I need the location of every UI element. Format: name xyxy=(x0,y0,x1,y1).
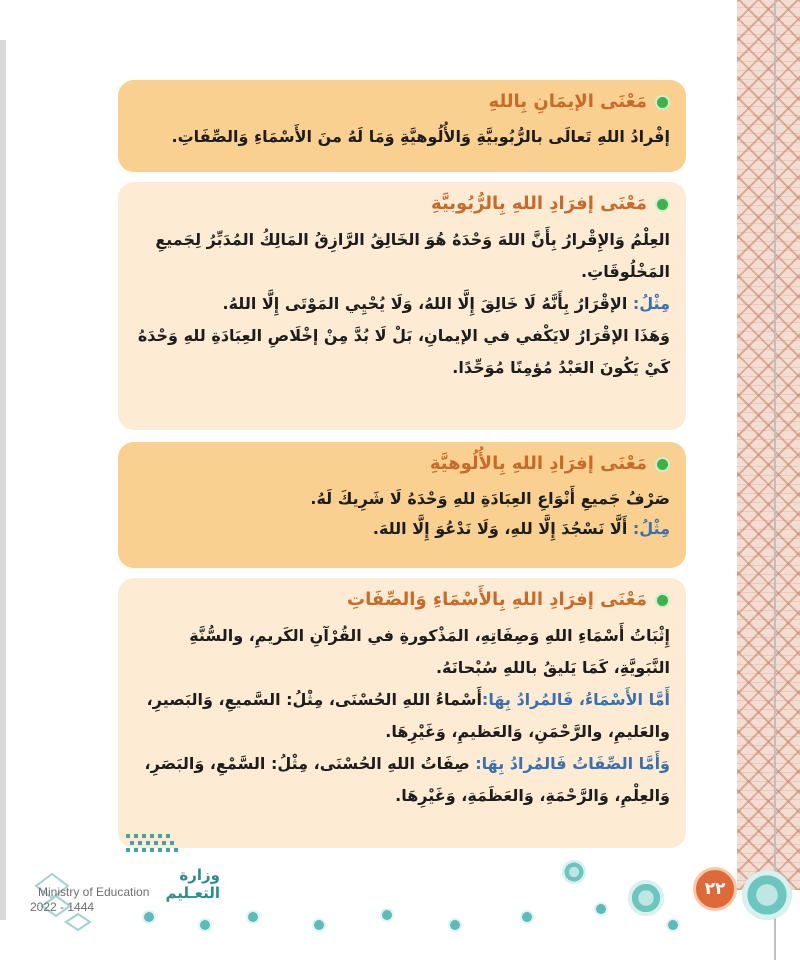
section-title: مَعْنَى إفرَادِ اللهِ بِالأُلُوهيَّةِ xyxy=(429,453,647,474)
section-text: العِلْمُ وَالإِقْرارُ بِأَنَّ اللهَ وَحْدَهُ هُوَ الخَالِقُ الرَّازِقُ المَالِكُ المُدَبِّرُ لِجَميعِ المَخْلُوقَاتِ. xyxy=(155,230,670,281)
page-left-edge xyxy=(0,40,6,920)
attributes-label: وَأَمَّا الصِّفَاتُ فَالمُرادُ بِهَا: xyxy=(475,754,670,773)
section-asma-sifat xyxy=(118,578,686,848)
attributes-text: صِفَاتُ اللهِ الحُسْنَى، مِثْلُ: السَّمْعِ، وَالبَصَرِ، وَالعِلْمِ، وَالرَّحْمَةِ، وَالعَظَمَةِ، وَغَيْرِهَا. xyxy=(144,754,670,805)
leaf-ornament-icon xyxy=(668,920,678,930)
section-heading xyxy=(134,90,670,114)
attributes-line xyxy=(134,748,670,812)
green-bullet-icon xyxy=(655,197,670,212)
section-text: إفْرادُ اللهِ تَعالَى بالرُّبُوبيَّةِ وَالأُلُوهيَّةِ وَمَا لَهُ منَ الأَسْمَاءِ وَالصِّفَاتِ. xyxy=(171,127,670,146)
section-iman xyxy=(118,80,686,172)
rosette-ornament-icon xyxy=(742,870,792,920)
green-bullet-icon xyxy=(655,593,670,608)
section-heading xyxy=(134,192,670,216)
leaf-ornament-icon xyxy=(450,920,460,930)
leaf-ornament-icon xyxy=(314,920,324,930)
section-title: مَعْنَى إفرَادِ اللهِ بِالرُّبُوبيَّةِ xyxy=(431,193,647,214)
names-label: أَمَّا الأَسْمَاءُ، فَالمُرادُ بِهَا: xyxy=(481,690,670,709)
section-heading xyxy=(134,452,670,476)
leaf-ornament-icon xyxy=(382,910,392,920)
ministry-name-arabic: وزارة التعـليم xyxy=(165,866,220,902)
ministry-logo xyxy=(26,826,220,936)
example-label: مِثْلُ: xyxy=(632,519,670,538)
decorative-border xyxy=(737,0,800,890)
example-text: أَلَّا نَسْجُدَ إِلَّا للهِ، وَلَا نَدْعُوَ إِلَّا اللهَ. xyxy=(372,519,633,538)
ministry-name-english: Ministry of Education xyxy=(38,885,150,899)
names-line xyxy=(134,684,670,748)
section-uluhiyya xyxy=(118,442,686,568)
example-text: الإقْرَارُ بِأَنَّهُ لَا خَالِقَ إِلَّا اللهُ، وَلَا يُحْيِي المَوْتَى إِلَّا اللهُ. xyxy=(222,294,633,313)
section-rububiyya xyxy=(118,182,686,430)
green-bullet-icon xyxy=(655,457,670,472)
page-number-badge: ٢٢ xyxy=(693,867,737,911)
section-text: صَرْفُ جَميعِ أَنْوَاعِ العِبَادَةِ للهِ وَحْدَهُ لَا شَرِيكَ لَهُ. xyxy=(310,489,670,508)
section-title: مَعْنَى إفرَادِ اللهِ بِالأَسْمَاءِ وَالصِّفَاتِ xyxy=(347,589,647,610)
rosette-ornament-icon xyxy=(562,860,586,884)
edition-year: 2022 - 1444 xyxy=(30,900,95,914)
section-note: وَهَذَا الإقْرَارُ لايَكْفي في الإيمانِ، بَلْ لَا بُدَّ مِنْ إخْلَاصِ العِبَادَةِ للهِ وَحْدَهُ كَيْ يَكُونَ العَبْدُ مُؤمِنًا مُوَحِّدًا. xyxy=(137,326,670,377)
green-bullet-icon xyxy=(655,95,670,110)
leaf-ornament-icon xyxy=(248,912,258,922)
leaf-ornament-icon xyxy=(200,920,210,930)
section-text: إِثْبَاتُ أَسْمَاءِ اللهِ وَصِفَاتِهِ، المَذْكورةِ في القُرْآنِ الكَريمِ، والسُّنَّةِ النَّبَويَّةِ، كَمَا يَليقُ باللهِ سُبْحانَهُ. xyxy=(189,626,670,677)
rosette-ornament-icon xyxy=(628,880,664,916)
page-fold-line xyxy=(774,0,776,960)
example-line xyxy=(134,514,670,544)
leaf-ornament-icon xyxy=(596,904,606,914)
names-text: أَسْماءُ اللهِ الحُسْنَى، مِثْلُ: السَّميعِ، وَالبَصيرِ، والعَليمِ، والرَّحْمَنِ، وَالعَظيمِ، وَغَيْرِهَا. xyxy=(146,690,670,741)
example-line xyxy=(134,288,670,320)
leaf-ornament-icon xyxy=(522,912,532,922)
section-heading xyxy=(134,588,670,612)
example-label: مِثْلُ: xyxy=(632,294,670,313)
section-title: مَعْنَى الإيمَانِ بِاللهِ xyxy=(488,91,647,112)
